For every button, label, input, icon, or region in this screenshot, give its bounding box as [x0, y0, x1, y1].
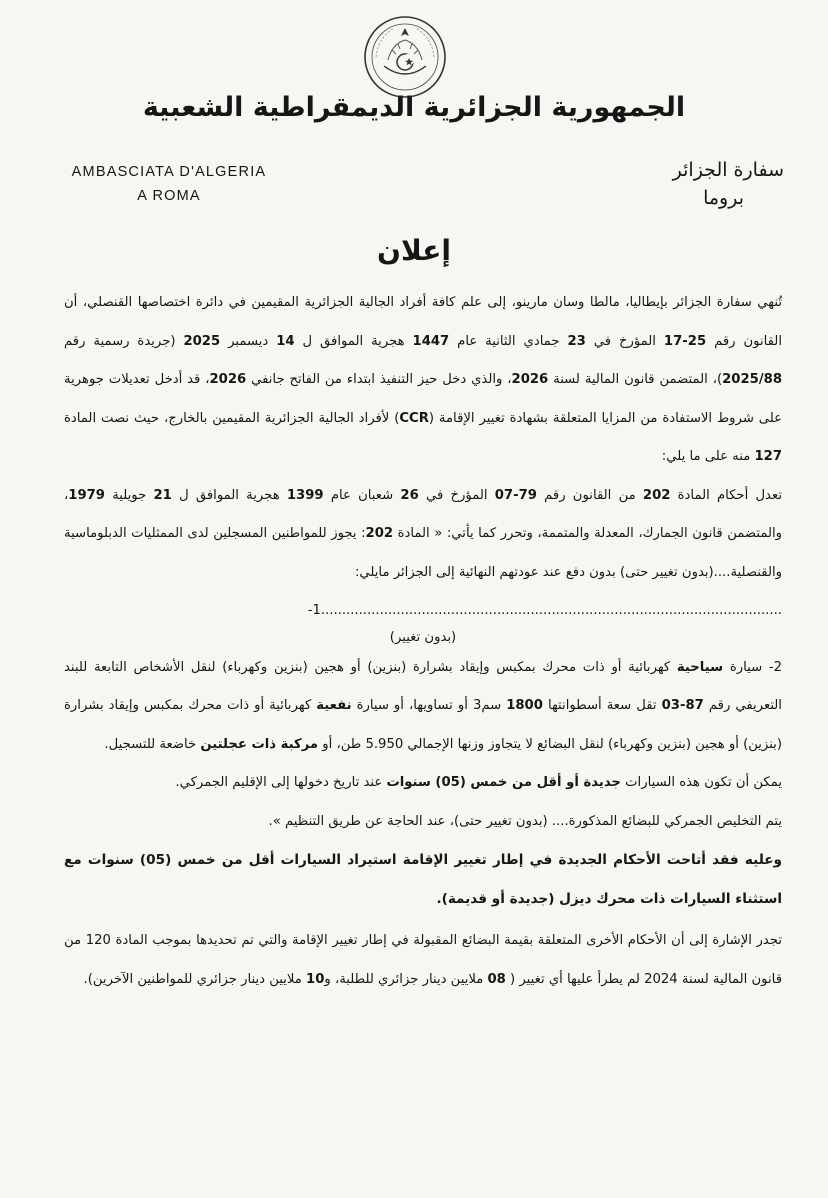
embassy-it-line2: A ROMA	[137, 188, 201, 204]
national-seal-emblem	[362, 14, 448, 100]
paragraph-summary: وعليه فقد أتاحت الأحكام الجديدة في إطار تغيير الإقامة استيراد السيارات أقل من خمس (05) سنوات مع استثناء السيارات ذات محرك ديزل (جديدة أو قديمة).	[64, 852, 783, 907]
paragraph-article-202: تعدل أحكام المادة 202 من القانون رقم 79-07 المؤرخ في 26 شعبان عام 1399 هجرية الموافق ل 21 جويلية 1979، والمتضمن قانون الجمارك، المعدلة والمتممة، وتحرر كما يأتي: « المادة 202: يجوز للمواطنين المسجلين لدى الممثليات الدبلوماسية والقنصلية....(بدون تغيير حتى) بدون دفع عند عودتهم النهائية إلى الجزائر مايلي:	[64, 487, 783, 580]
republic-heading: الجمهورية الجزائرية الديمقراطية الشعبية	[142, 92, 686, 123]
announcement-title: إعلان	[377, 234, 451, 267]
paragraph-vehicle-age: يمكن أن تكون هذه السيارات جديدة أو أقل من خمس (05) سنوات عند تاريخ دخولها إلى الإقليم الجمركي.	[175, 775, 782, 790]
embassy-ar-line1: سفارة الجزائر	[672, 159, 784, 181]
embassy-ar-line2: بروما	[703, 187, 744, 209]
embassy-it-line1: AMBASCIATA D'ALGERIA	[71, 164, 267, 180]
item-1-note: (بدون تغيير)	[389, 629, 457, 645]
embassy-name-arabic	[544, 156, 784, 212]
paragraph-other-provisions: تجدر الإشارة إلى أن الأحكام الأخرى المتعلقة بقيمة البضائع المقبولة في إطار تغيير الإقامة والتي تم تحديدها بموجب المادة 120 من قانون المالية لسنة 2024 لم يطرأ عليها أي تغيير ( 08 ملايين دينار جزائري للطلبة، و10 ملايين دينار جزائري للمواطنين الآخرين).	[64, 933, 783, 987]
announcement-body	[64, 284, 782, 999]
embassy-name-italian	[44, 160, 294, 208]
paragraph-intro: تُنهي سفارة الجزائر بإيطاليا، مالطا وسان مارينو، إلى علم كافة أفراد الجالية الجزائرية المقيمين في دائرة اختصاصها القنصلي، أن القانون رقم 25-17 المؤرخ في 23 جمادي الثانية عام 1447 هجرية الموافق ل 14 ديسمبر 2025 (جريدة رسمية رقم 2025/88)، المتضمن قانون المالية لسنة 2026، والذي دخل حيز التنفيذ ابتداء من الفاتح جانفي 2026، قد أدخل تعديلات جوهرية على شروط الاستفادة من المزايا المتعلقة بشهادة تغيير الإقامة (CCR) لأفراد الجالية الجزائرية المقيمين بالخارج، حيث نصت المادة 127 منه على ما يلي:	[64, 295, 782, 464]
item-2: 2- سيارة سياحية كهربائية أو ذات محرك بمكبس وإيقاد بشرارة (بنزين) أو هجين (بنزين وكهرباء) لنقل الأشخاص التابعة للبند التعريفي رقم 87-03 تقل سعة أسطوانتها 1800 سم3 أو تساويها، أو سيارة نفعية كهربائية أو ذات محرك بمكبس وإيقاد بشرارة (بنزين) أو هجين (بنزين وكهرباء) لنقل البضائع لا يتجاوز وزنها الإجمالي 5.950 طن، أو مركبة ذات عجلتين خاضعة للتسجيل.	[64, 659, 783, 752]
paragraph-customs-clearance: يتم التخليص الجمركي للبضائع المذكورة.... (بدون تغيير حتى)، عند الحاجة عن طريق التنظيم ».	[268, 813, 782, 829]
item-1	[64, 592, 782, 649]
item-1-dots: -1..............................................................................................................	[307, 603, 782, 618]
